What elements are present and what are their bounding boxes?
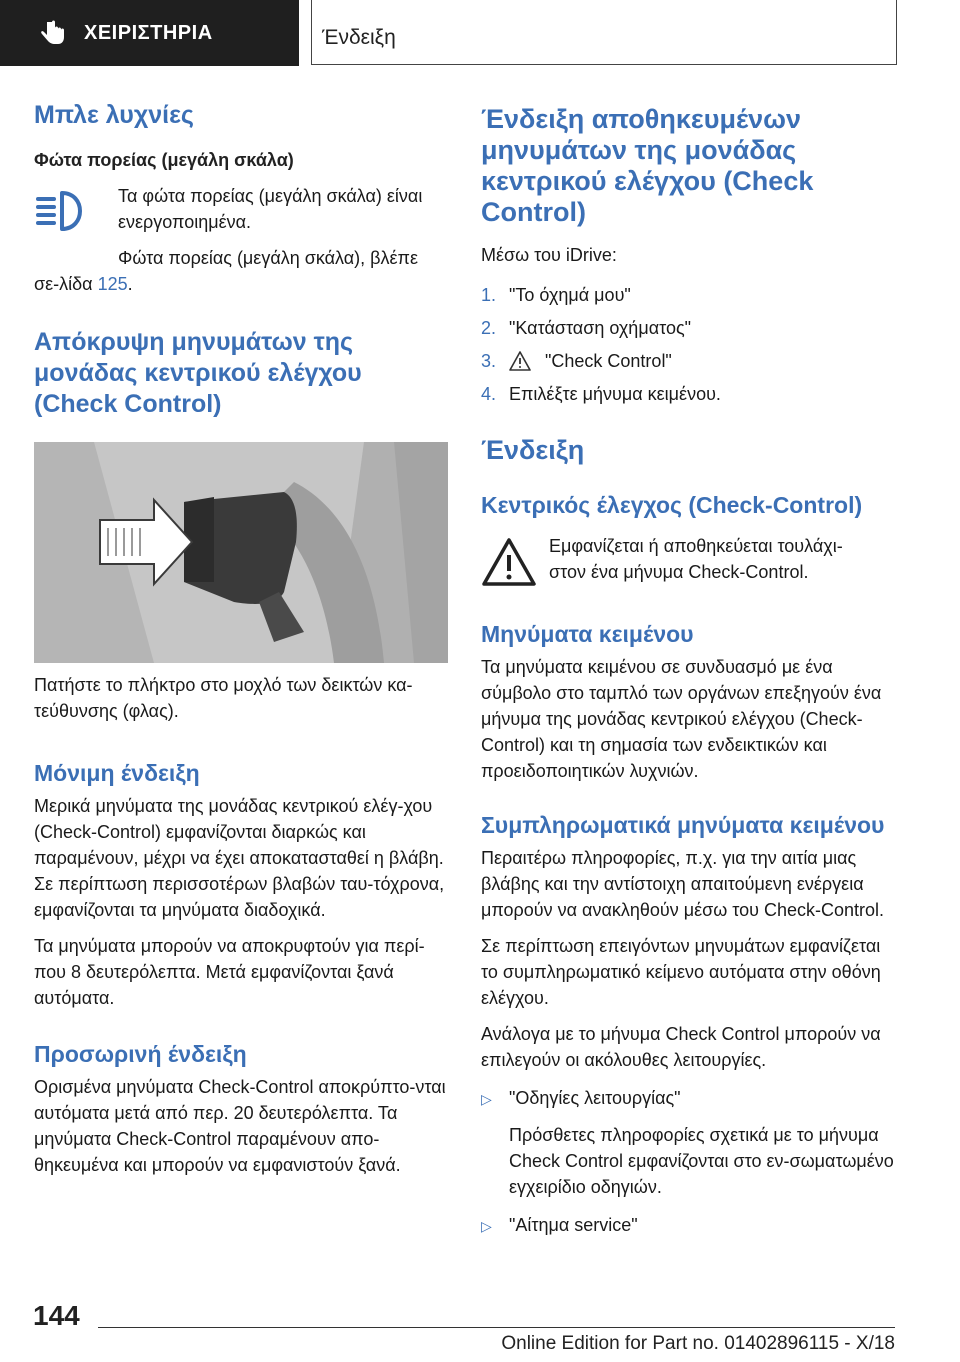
step-item: 3. "Check Control"	[481, 351, 672, 371]
heading-high-beam: Φώτα πορείας (μεγάλη σκάλα)	[34, 150, 294, 170]
heading-permanent: Μόνιμη ένδειξη	[34, 760, 200, 786]
text-via-idrive: Μέσω του iDrive:	[481, 245, 617, 265]
text-bullet1-sub: Πρόσθετες πληροφορίες σχετικά με το μήνυμα Check Control εμφανίζονται στο εν-σωματωμένο εγχειρίδιο οδηγιών.	[509, 1125, 894, 1197]
high-beam-icon	[34, 185, 94, 235]
heading-text-messages: Μηνύματα κειμένου	[481, 621, 694, 647]
text-temporary: Ορισμένα μηνύματα Check-Control αποκρύπτο-νται αυτόματα μετά από περ. 20 δευτερόλεπτα. Τα μηνύματα Check-Control παραμένουν απο-θηκευμένα και μπορούν να εμφανιστούν ξανά.	[34, 1077, 446, 1175]
heading-stored-messages: Ένδειξη αποθηκευμένων μηνυμάτων της μονάδας κεντρικού ελέγχου (Check Control)	[481, 104, 814, 227]
heading-temporary: Προσωρινή ένδειξη	[34, 1041, 247, 1067]
right-column	[481, 98, 897, 1239]
text-text-messages: Τα μηνύματα κειμένου σε συνδυασμό με ένα σύμβολο στο ταμπλό των οργάνων επεξηγούν ένα μήνυμα της μονάδας κεντρικού ελέγχου (Check-Control) και τη σημασία των ενδεικτικών και προειδοποιητικών λυχνιών.	[481, 657, 882, 781]
header-section-tab	[0, 0, 299, 66]
bullet-triangle-icon: ▷	[481, 1091, 492, 1107]
text-supplementary-2: Σε περίπτωση επειγόντων μηνυμάτων εμφανίζεται το συμπληρωματικό κείμενο αυτόματα στην οθόνη ελέγχου.	[481, 936, 881, 1008]
footer-divider	[98, 1327, 895, 1328]
check-control-warning-icon	[481, 537, 537, 587]
heading-supplementary: Συμπληρωματικά μηνύματα κειμένου	[481, 812, 885, 838]
heading-blue-lights: Μπλε λυχνίες	[34, 101, 194, 129]
bullet-triangle-icon: ▷	[481, 1218, 492, 1234]
text-high-beam-on: Τα φώτα πορείας (μεγάλη σκάλα) είναι ενεργοποιημένα.	[118, 186, 423, 232]
steps-list	[481, 282, 897, 407]
bullet-service-request: ▷ "Αίτημα service"	[481, 1212, 897, 1239]
heading-hide-messages: Απόκρυψη μηνυμάτων της μονάδας κεντρικού ελέγχου (Check Control)	[34, 328, 362, 418]
text-central-control: Εμφανίζεται ή αποθηκεύεται τουλάχι-στον ένα μήνυμα Check-Control.	[549, 536, 843, 582]
warning-triangle-icon	[509, 351, 531, 371]
bullet-operating-instructions: ▷ "Οδηγίες λειτουργίας"	[481, 1085, 897, 1112]
text-press-lever: Πατήστε το πλήκτρο στο μοχλό των δεικτών κα-τεύθυνσης (φλας).	[34, 675, 413, 721]
heading-display: Ένδειξη	[481, 435, 585, 465]
hand-pointer-icon	[38, 18, 68, 48]
step-item: 1. "Το όχημά μου"	[481, 285, 631, 305]
footer-edition: Online Edition for Part no. 01402896115 - X/18	[501, 1333, 895, 1354]
text-high-beam-ref: Φώτα πορείας (μεγάλη σκάλα), βλέπε σε-λίδα 125.	[34, 248, 418, 294]
left-column-lower	[34, 672, 448, 1178]
step-item: 2. "Κατάσταση οχήματος"	[481, 318, 692, 338]
text-hide-8s: Τα μηνύματα μπορούν να αποκρυφτούν για περί-που 8 δευτερόλεπτα. Μετά εμφανίζονται ξανά αυτόματα.	[34, 936, 425, 1008]
text-supplementary-3: Ανάλογα με το μήνυμα Check Control μπορούν να επιλεγούν οι ακόλουθες λειτουργίες.	[481, 1024, 881, 1070]
turn-signal-lever-illustration	[34, 442, 448, 663]
page-link-125[interactable]: 125	[97, 274, 128, 294]
header-topic-box	[311, 0, 897, 65]
text-permanent: Μερικά μηνύματα της μονάδας κεντρικού ελέγ-χου (Check-Control) εμφανίζονται διαρκώς και παραμένουν, μέχρι να έχει αποκατασταθεί η βλάβη. Σε περίπτωση περισσοτέρων βλαβών ταυ-τόχρονα, εμφανίζονται τα μηνύματα διαδοχικά.	[34, 796, 445, 920]
step-item: 4. Επιλέξτε μήνυμα κειμένου.	[481, 384, 721, 404]
left-column	[34, 98, 448, 420]
header-topic-label: Ένδειξη	[322, 26, 396, 49]
page-number: 144	[33, 1300, 80, 1331]
text-supplementary-1: Περαιτέρω πληροφορίες, π.χ. για την αιτία μιας βλάβης και την αντίστοιχη απαιτούμενη ενέργεια μπορούν να ανακληθούν μέσω του Check-Control.	[481, 848, 885, 920]
header-section-label: ΧΕΙΡΙΣΤΗΡΙΑ	[84, 21, 213, 44]
heading-central-control: Κεντρικός έλεγχος (Check-Control)	[481, 492, 863, 518]
